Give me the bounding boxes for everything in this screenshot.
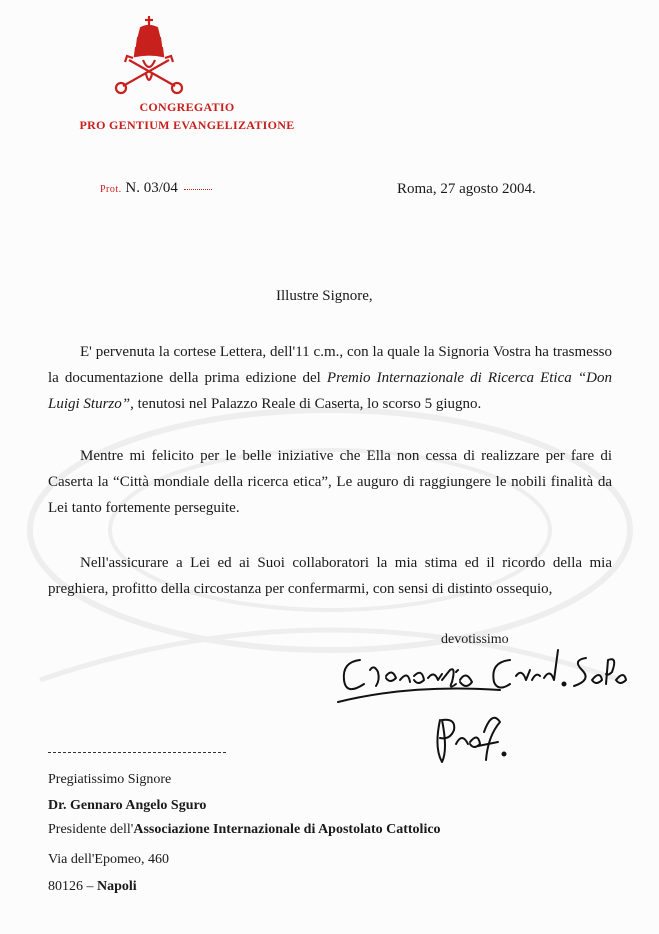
recipient-city: Napoli (97, 879, 137, 894)
protocol-label: Prot. (100, 184, 122, 195)
paragraph-1 (48, 339, 612, 417)
recipient-title (48, 822, 441, 838)
recipient-organization: Associazione Internazionale di Apostolato Cattolico (133, 822, 441, 837)
recipient-street: Via dell'Epomeo, 460 (48, 852, 170, 867)
recipient-title-prefix: Presidente dell' (48, 822, 134, 837)
letterhead-line2: PRO GENTIUM EVANGELIZATIONE (79, 118, 295, 132)
paragraph-1-part1: E' pervenuta la cortese Lettera, dell'11 c.m., con la quale la Signoria Vostra ha trasmesso la documentazione della prima edizione del (48, 344, 612, 386)
letter-date: Roma, 27 agosto 2004. (397, 181, 536, 197)
separator-line (48, 752, 226, 753)
dotted-line (184, 189, 212, 190)
protocol-number: N. 03/04 (125, 180, 178, 196)
paragraph-1-part2: , tenutosi nel Palazzo Reale di Caserta, lo scorso 5 giugno. (130, 396, 482, 412)
paragraph-2: Mentre mi felicito per le belle iniziative che Ella non cessa di realizzare per fare di Caserta la “Città mondiale della ricerca etica”, Le auguro di raggiungere le nobili finalità da Lei tanto fortemente perseguite. (48, 448, 612, 516)
recipient-city-line (48, 879, 137, 895)
papal-tiara-crossed-keys-icon (113, 14, 185, 96)
paragraph-3: Nell'assicurare a Lei ed ai Suoi collaboratori la mia stima ed il ricordo della mia preghiera, profitto della circostanza per confermarmi, con sensi di distinto ossequio, (48, 555, 612, 597)
recipient-name: Dr. Gennaro Angelo Sguro (48, 798, 207, 813)
award-name: Premio Internazionale di Ricerca Etica “Don Luigi Sturzo” (48, 370, 613, 412)
recipient-salutation: Pregiatissimo Signore (48, 772, 172, 787)
closing: devotissimo (441, 632, 509, 647)
letterhead-line1: CONGREGATIO (139, 100, 235, 114)
protocol-reference (100, 180, 212, 197)
greeting: Illustre Signore, (276, 288, 373, 304)
handwritten-signature (330, 640, 630, 780)
recipient-postcode: 80126 – (48, 879, 94, 894)
